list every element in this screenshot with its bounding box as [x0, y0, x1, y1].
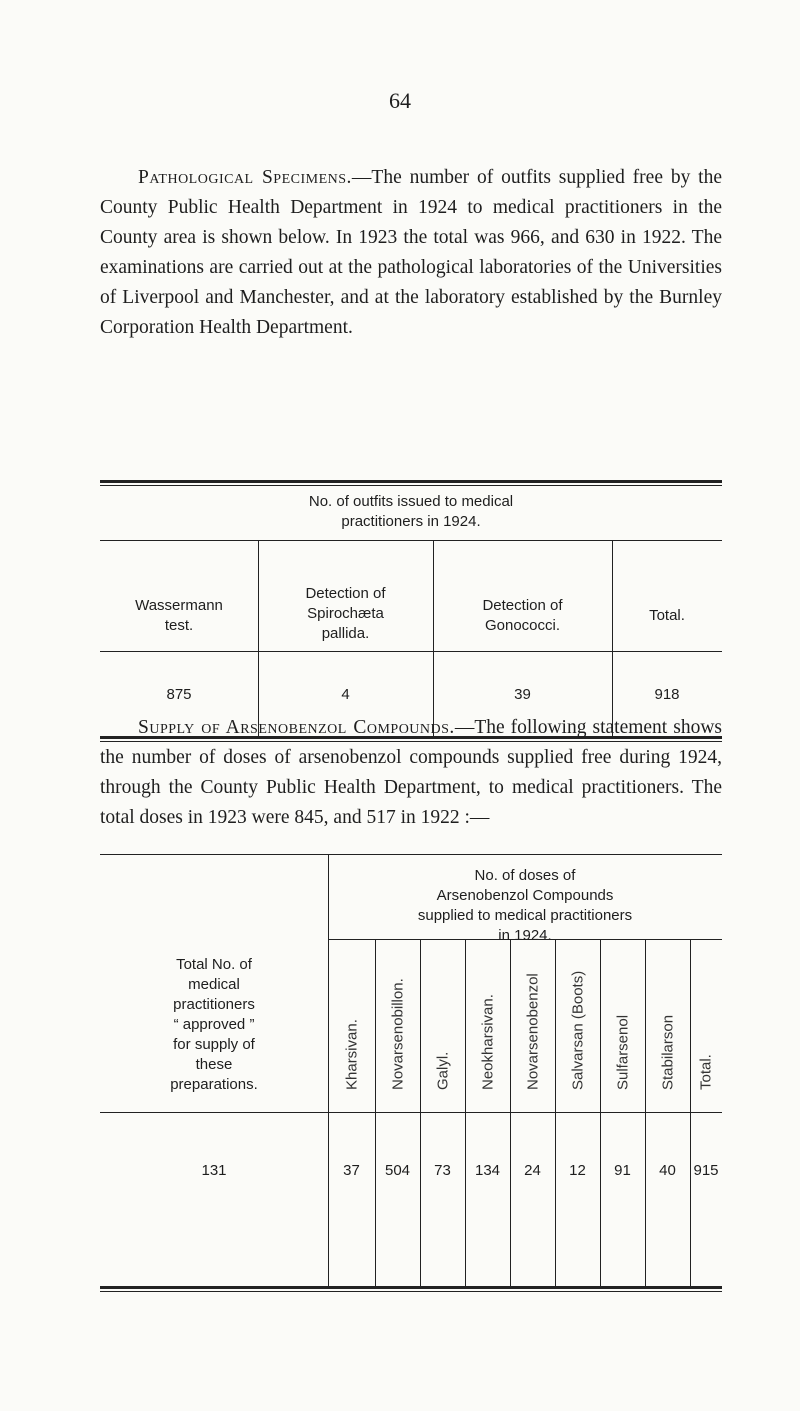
header-line: practitioners [173, 996, 255, 1013]
value-sulfarsenol: 91 [614, 1162, 631, 1179]
value-novarsenobenzol: 24 [524, 1162, 541, 1179]
header-line: Spirochæta [307, 605, 384, 622]
value-practitioners: 131 [201, 1162, 227, 1179]
column-header-novarsenobillon [375, 939, 420, 1111]
header-wassermann [100, 596, 258, 636]
column-label: Kharsivan. [343, 1019, 360, 1090]
value-novarsenobillon: 504 [384, 1162, 411, 1179]
header-line: No. of doses of [474, 867, 576, 884]
column-label: Neokharsivan. [479, 994, 496, 1090]
page-number: 64 [389, 88, 411, 113]
header-line: Arsenobenzol Compounds [436, 887, 614, 904]
table-rule-body [100, 651, 722, 652]
header-line: Total No. of [176, 956, 252, 973]
table-rule-bottom [100, 1286, 722, 1289]
caption-line: No. of outfits issued to medical [308, 493, 514, 510]
value-total: 918 [654, 686, 680, 703]
column-divider [433, 540, 434, 736]
value-gonococci: 39 [514, 686, 531, 703]
header-line: for supply of [173, 1036, 255, 1053]
value-neokharsivan: 134 [474, 1162, 501, 1179]
column-header-total [690, 939, 722, 1111]
header-line: preparations. [170, 1076, 258, 1093]
table-rule-top [100, 854, 722, 855]
header-total [612, 606, 722, 626]
value-wassermann: 875 [166, 686, 192, 703]
column-label: Stabilarson [659, 1014, 676, 1090]
header-doses-group [328, 866, 722, 946]
table-rule-top-inner [100, 485, 722, 486]
header-line: supplied to medical practitioners [417, 907, 633, 924]
pathological-specimens-paragraph [100, 163, 722, 343]
value-total: 915 [693, 1162, 719, 1179]
header-line: Total. [649, 607, 685, 624]
paragraph-text: —The following statement shows the number of doses of arsenobenzol compounds supplied free during 1924, through the County Public Health Department, to medical practitioners. The total doses in 1923 were 845, and 517 in 1922 :— [100, 717, 722, 828]
column-divider [612, 540, 613, 736]
header-gonococci [433, 596, 612, 636]
header-line: in 1924. [498, 927, 552, 944]
header-line: Detection of [482, 597, 563, 614]
arsenobenzol-paragraph [100, 713, 722, 833]
table-rule-header [100, 540, 722, 541]
column-label: Galyl. [434, 1051, 451, 1090]
column-header-kharsivan [328, 939, 375, 1111]
caption-line: practitioners in 1924. [341, 513, 481, 530]
value-kharsivan: 37 [343, 1162, 360, 1179]
header-line: Detection of [305, 585, 386, 602]
column-header-stabilarson [645, 939, 690, 1111]
header-line: these [195, 1056, 233, 1073]
table-rule-top [100, 480, 722, 483]
column-header-galyl [420, 939, 465, 1111]
paragraph-text: —The number of outfits supplied free by the County Public Health Department in 1924 to medical practitioners in the County area is shown below. In 1923 the total was 966, and 630 in 1922. The examinations are carried out at the pathological laboratories of the Universities of Liverpool and Manchester, and at the laboratory established by the Burnley Corporation Health Department. [100, 167, 722, 338]
section-heading-arsenobenzol: Supply of Arsenobenzol Compounds. [138, 717, 455, 738]
column-label: Total. [697, 1054, 715, 1090]
header-line: test. [164, 617, 194, 634]
outfits-table-caption [100, 492, 722, 532]
header-line: Gonococci. [484, 617, 561, 634]
column-header-novarsenobenzol [510, 939, 555, 1111]
value-galyl: 73 [434, 1162, 451, 1179]
header-spirochaeta [258, 584, 433, 644]
value-spirochaeta: 4 [341, 686, 350, 703]
column-label: Novarsenobillon. [389, 978, 406, 1090]
column-label: Novarsenobenzol [524, 973, 541, 1090]
value-stabilarson: 40 [659, 1162, 676, 1179]
table-rule-body [100, 1112, 722, 1113]
section-heading-pathological: Pathological Specimens. [138, 167, 352, 188]
header-line: medical [188, 976, 240, 993]
column-label: Salvarsan (Boots) [569, 970, 586, 1090]
header-line: pallida. [321, 625, 370, 642]
value-salvarsan: 12 [569, 1162, 586, 1179]
column-header-sulfarsenol [600, 939, 645, 1111]
header-line: “ approved ” [173, 1016, 255, 1033]
column-label: Sulfarsenol [614, 1014, 631, 1090]
header-practitioners [100, 955, 328, 1095]
header-line: Wassermann [135, 597, 223, 614]
table-rule-bottom-inner [100, 1291, 722, 1292]
column-header-salvarsan [555, 939, 600, 1111]
column-header-neokharsivan [465, 939, 510, 1111]
